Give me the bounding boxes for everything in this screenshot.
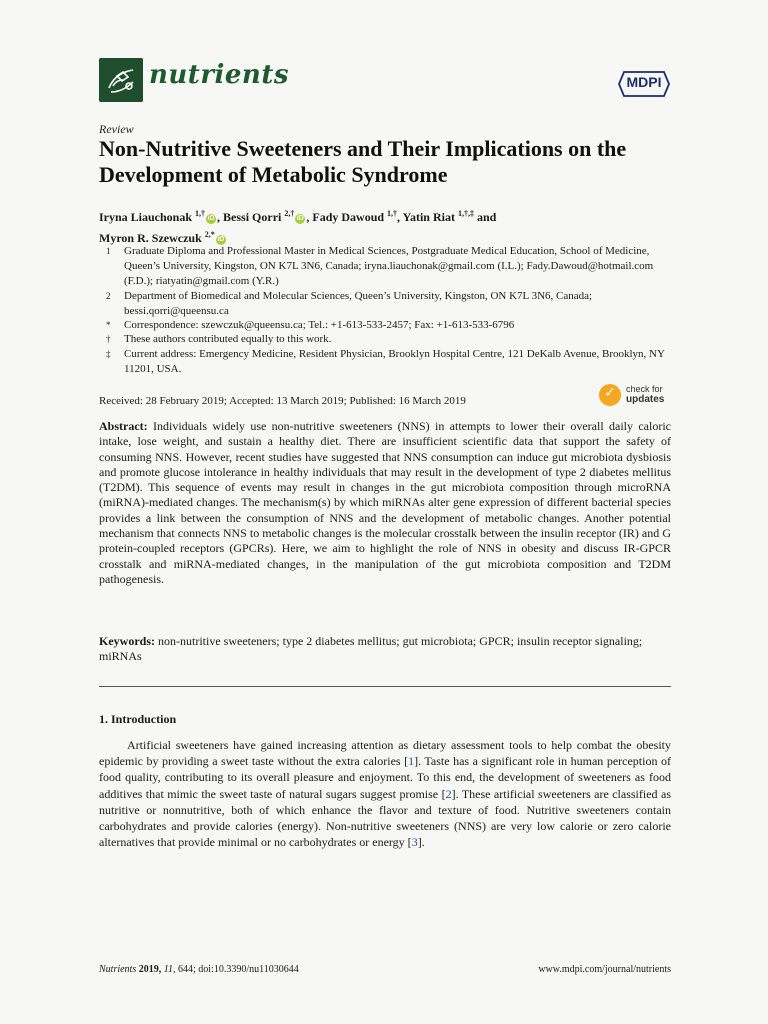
intro-text: ]. These artificial sweeteners are classified as nutritive or nonnutritive, both of which enhance the flavor and texture of food. Nutritive sweeteners contain carbohydrates and provide calories (energy). Non-nutritive sweeteners (NNS) are very low calorie or zero calorie alternatives that provide minimal or no carbohydrates or energy [ xyxy=(99,786,671,850)
journal-name: nutrients xyxy=(149,60,289,90)
citation-link[interactable]: 1 xyxy=(408,754,415,769)
affiliation-mark: * xyxy=(106,320,111,330)
affiliation-mark: † xyxy=(106,334,111,344)
nutrients-logo-icon xyxy=(99,58,143,102)
author-affil-mark: 1,† xyxy=(387,209,398,218)
orcid-icon[interactable]: iD xyxy=(207,215,215,222)
check-for-updates-button[interactable] xyxy=(599,383,674,409)
abstract xyxy=(99,419,671,587)
publication-dates: Received: 28 February 2019; Accepted: 13 March 2019; Published: 16 March 2019 xyxy=(99,395,466,407)
footer-volume: 11, xyxy=(161,964,176,975)
affiliation-text: Graduate Diploma and Professional Master in Medical Sciences, Postgraduate Medical Education, School of Medicine, Queen’s University, Kingston, ON K7L 3N6, Canada; iryna.liauchonak@gmail.com (I.L.); Fady.Dawoud@hotmail.com (F.D.); riatyatin@gmail.com (Y.R.) xyxy=(124,245,654,287)
keywords-text: non-nutritive sweeteners; type 2 diabetes mellitus; gut microbiota; GPCR; insulin receptor signaling; miRNAs xyxy=(99,634,643,664)
divider xyxy=(99,686,671,687)
author-name: Iryna Liauchonak xyxy=(99,210,193,224)
author-name: Bessi Qorri xyxy=(223,210,282,224)
intro-text: ]. xyxy=(417,835,425,850)
author-affil-mark: 1,†,‡ xyxy=(457,209,474,218)
citation-link[interactable]: 3 xyxy=(411,835,418,850)
affiliation-mark: 1 xyxy=(106,246,111,256)
equal-contribution-note xyxy=(99,332,679,347)
affiliation-text: Current address: Emergency Medicine, Resident Physician, Brooklyn Hospital Centre, 121 DeKalb Avenue, Brooklyn, NY 11201, USA. xyxy=(124,348,665,375)
check-updates-line1: check for xyxy=(626,384,663,394)
affiliation-2 xyxy=(99,289,679,319)
author-name: Fady Dawoud xyxy=(312,210,385,224)
keywords-label: Keywords: xyxy=(99,634,155,648)
affiliation-mark: ‡ xyxy=(106,349,111,359)
footer-year: 2019, xyxy=(136,964,162,975)
affiliation-text: Correspondence: szewczuk@queensu.ca; Tel.: +1-613-533-2457; Fax: +1-613-533-6796 xyxy=(124,319,515,331)
abstract-label: Abstract: xyxy=(99,419,148,433)
footer-url-link[interactable]: www.mdpi.com/journal/nutrients xyxy=(538,964,671,975)
intro-text: Artificial sweeteners have gained increasing attention as dietary assessment tools to help combat the obesity epidemic by providing a sweet taste without the extra calories [ xyxy=(99,738,671,769)
author-list: Iryna Liauchonak $^{1,\dagger}$iD , Bessi Qorri $^{2,\dagger}$iD , Fady Dawoud $^{1,\dagger}$, Yatin Riat $^{1,\dagger,\ddagger}$ and Myron R. Szewczuk $^{2,*}$iD xyxy=(99,209,497,245)
affiliation-1 xyxy=(99,244,679,288)
correspondence xyxy=(99,318,679,333)
citation-link[interactable]: 2 xyxy=(445,786,452,801)
introduction-paragraph xyxy=(99,737,671,850)
author-affil-mark: 1,† xyxy=(195,209,206,218)
section-heading: 1. Introduction xyxy=(99,712,177,726)
author-affil-mark: 2,† xyxy=(284,209,295,218)
author-conjunction: and xyxy=(473,210,497,224)
check-icon: ✓ xyxy=(599,384,621,406)
current-address-note xyxy=(99,347,679,377)
author-name: Myron R. Szewczuk xyxy=(99,231,202,245)
affiliation-mark: 2 xyxy=(106,291,111,301)
footer-journal: Nutrients xyxy=(99,964,137,975)
footer-citation xyxy=(99,964,299,975)
article-type: Review xyxy=(99,122,134,136)
orcid-icon[interactable]: iD xyxy=(296,215,304,222)
author-name: Yatin Riat xyxy=(402,210,455,224)
author-affil-mark: 2,* xyxy=(204,230,215,239)
mdpi-label: MDPI xyxy=(626,74,662,90)
footer-doi: 644; doi:10.3390/nu11030644 xyxy=(175,964,299,975)
abstract-text: Individuals widely use non-nutritive sweeteners (NNS) in attempts to lower their overall daily caloric intake, lose weight, and sustain a healthy diet. There are insufficient scientific data that support the safety of consuming NNS. However, recent studies have suggested that NNS consumption can induce gut microbiota dysbiosis and promote glucose intolerance in healthy individuals that may result in the development of type 2 diabetes mellitus (T2DM). This sequence of events may result in changes in the gut microbiota composition through microRNA (miRNA)-mediated changes. The mechanism(s) by which miRNAs alter gene expression of different bacterial species provides a link between the consumption of NNS and the development of metabolic changes. Another potential mechanism that connects NNS to metabolic changes is the molecular crosstalk between the insulin receptor (IR) and G protein-coupled receptors (GPCRs). Here, we aim to highlight the role of NNS in obesity and discuss IR-GPCR crosstalk and miRNA-mediated changes, in the manipulation of the gut microbiota composition and T2DM pathogenesis. xyxy=(99,419,671,586)
affiliation-text: Department of Biomedical and Molecular Sciences, Queen’s University, Kingston, ON K7L 3N6, Canada; bessi.qorri@queensu.ca xyxy=(124,290,593,317)
orcid-icon[interactable]: iD xyxy=(217,236,225,243)
mdpi-logo xyxy=(618,70,670,98)
intro-text: ]. Taste has a significant role in human perception of food quality, contributing to its overall pleasure and enjoyment. To this end, the development of sweeteners as food additives that mimic the sweet taste of natural sugars suggest promise [ xyxy=(99,754,671,801)
article-title: Non-Nutritive Sweeteners and Their Implications on the Development of Metabolic Syndrome xyxy=(99,136,627,187)
affiliation-text: These authors contributed equally to this work. xyxy=(124,333,332,345)
check-updates-line2: updates xyxy=(626,394,665,405)
keywords xyxy=(99,634,671,665)
